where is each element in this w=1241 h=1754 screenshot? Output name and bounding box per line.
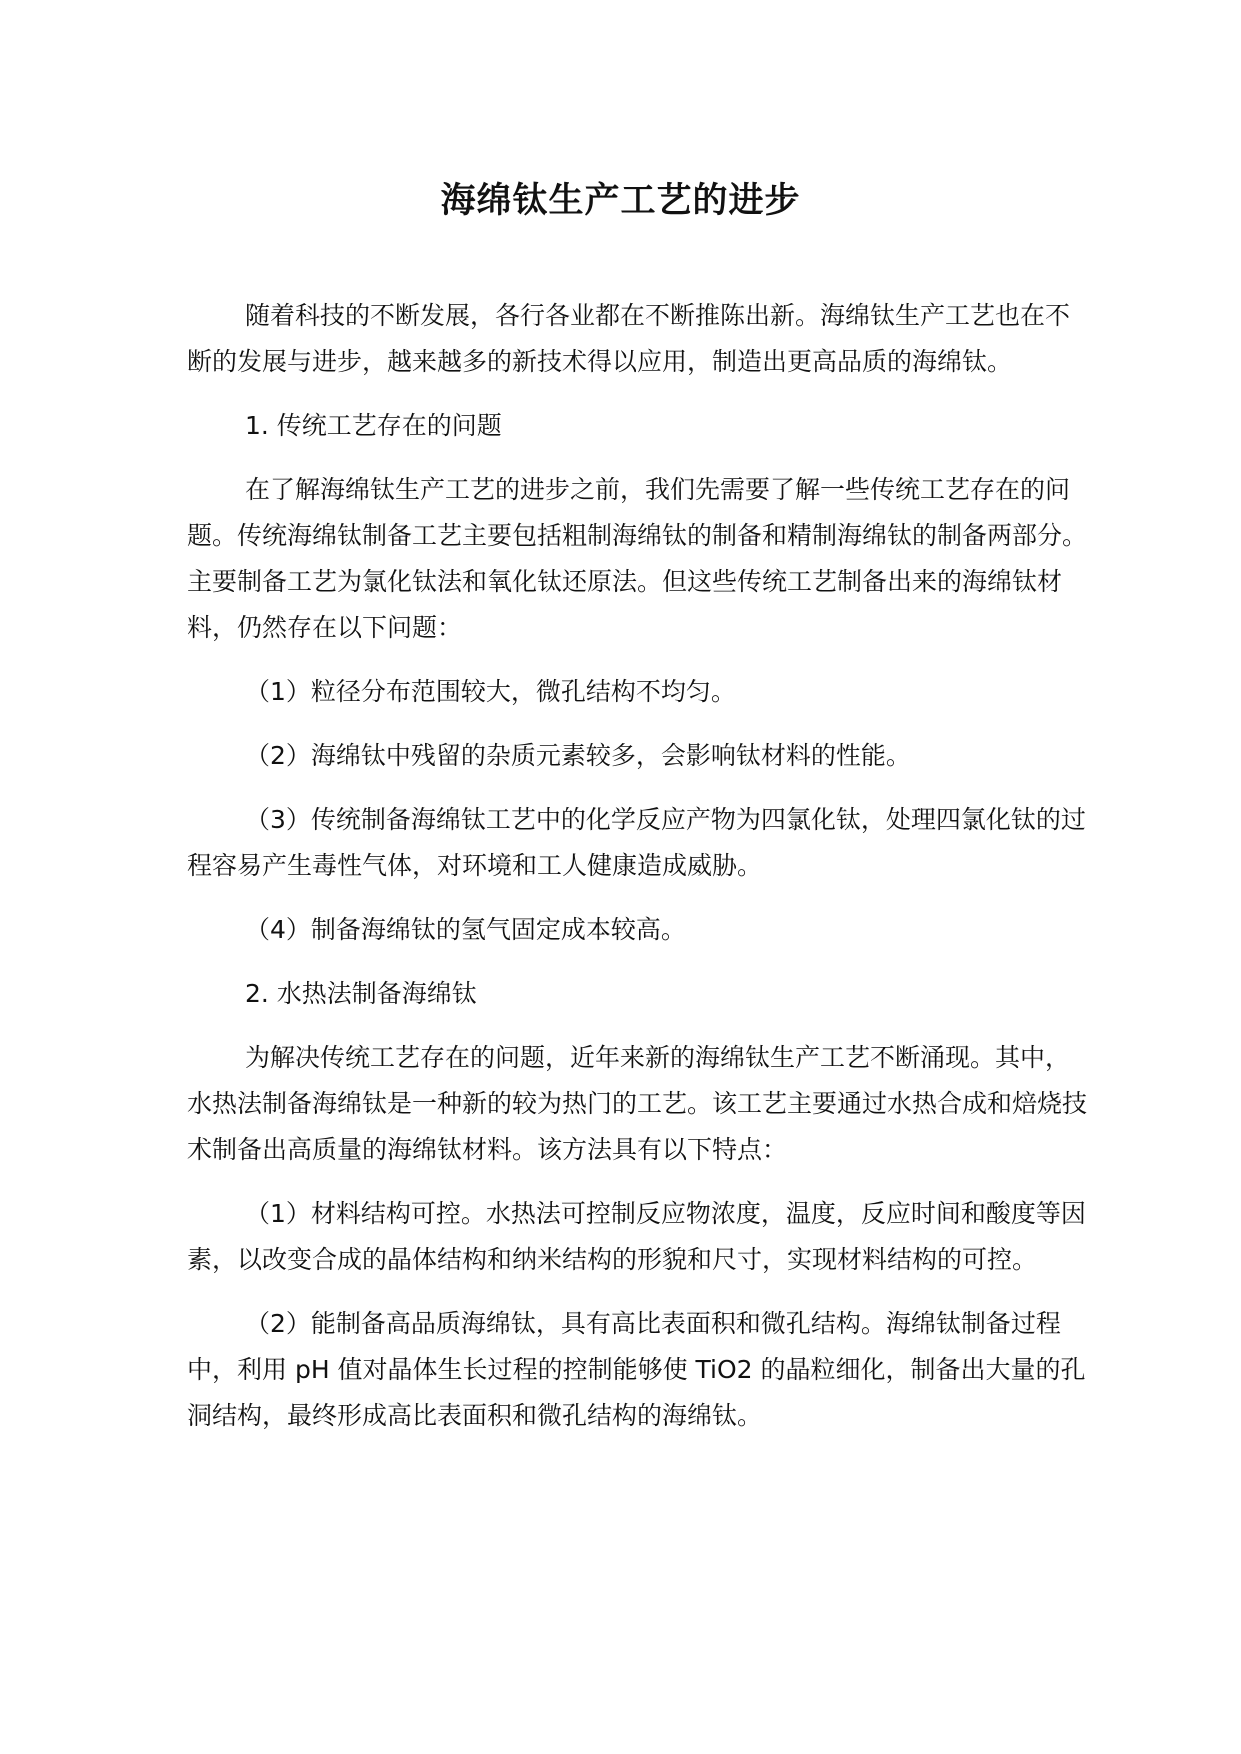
paragraph-hydrothermal: 为解决传统工艺存在的问题，近年来新的海绵钛生产工艺不断涌现。其中，水热法制备海绵钛是一种新的较为热门的工艺。该工艺主要通过水热合成和焙烧技术制备出高质量的海绵钛材料。该方法具有以下特点： xyxy=(187,1043,1088,1164)
document-body xyxy=(187,293,1087,1457)
list-item-problem-3: （3）传统制备海绵钛工艺中的化学反应产物为四氯化钛，处理四氯化钛的过程容易产生毒性气体，对环境和工人健康造成威胁。 xyxy=(187,805,1086,880)
list-item-feature-2: （2）能制备高品质海绵钛，具有高比表面积和微孔结构。海绵钛制备过程中，利用 pH 值对晶体生长过程的控制能够使 TiO2 的晶粒细化，制备出大量的孔洞结构，最终形成高比表面积和微孔结构的海绵钛。 xyxy=(187,1309,1086,1430)
list-item-problem-2: （2）海绵钛中残留的杂质元素较多，会影响钛材料的性能。 xyxy=(245,741,911,770)
list-item-feature-1: （1）材料结构可控。水热法可控制反应物浓度，温度，反应时间和酸度等因素，以改变合成的晶体结构和纳米结构的形貌和尺寸，实现材料结构的可控。 xyxy=(187,1199,1086,1274)
list-item-problem-4: （4）制备海绵钛的氢气固定成本较高。 xyxy=(245,915,686,944)
document-title: 海绵钛生产工艺的进步 xyxy=(440,181,801,221)
list-item-problem-1: （1）粒径分布范围较大，微孔结构不均匀。 xyxy=(245,677,736,706)
section-heading-1: 1. 传统工艺存在的问题 xyxy=(245,411,502,440)
paragraph-intro: 随着科技的不断发展，各行各业都在不断推陈出新。海绵钛生产工艺也在不断的发展与进步，越来越多的新技术得以应用，制造出更高品质的海绵钛。 xyxy=(187,301,1071,376)
section-heading-2: 2. 水热法制备海绵钛 xyxy=(245,979,477,1008)
paragraph-traditional-problems: 在了解海绵钛生产工艺的进步之前，我们先需要了解一些传统工艺存在的问题。传统海绵钛制备工艺主要包括粗制海绵钛的制备和精制海绵钛的制备两部分。主要制备工艺为氯化钛法和氧化钛还原法。但这些传统工艺制备出来的海绵钛材料，仍然存在以下问题： xyxy=(187,475,1088,642)
